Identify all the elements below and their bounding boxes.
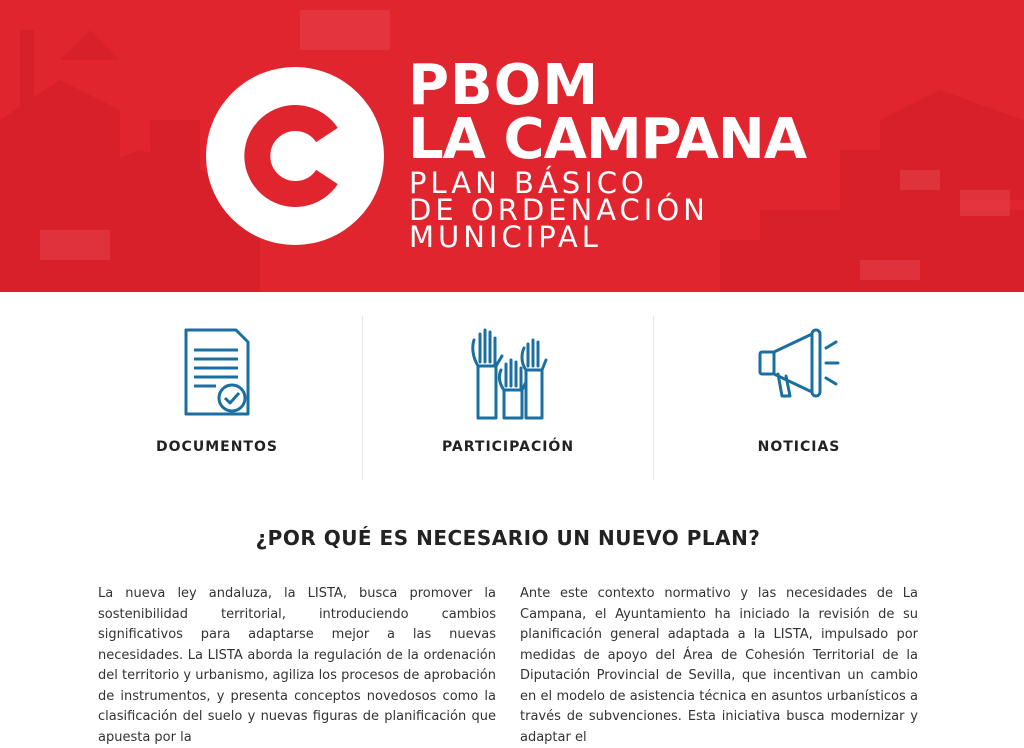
subtitle-line-3: MUNICIPAL: [409, 220, 602, 254]
site-title: [408, 53, 807, 172]
megaphone-icon: [756, 326, 842, 406]
section-title: ¿POR QUÉ ES NECESARIO UN NUEVO PLAN?: [255, 526, 761, 550]
feature-documentos[interactable]: [72, 316, 362, 480]
title-line-1: PBOM: [408, 53, 600, 118]
feature-participacion[interactable]: [362, 316, 653, 480]
paragraph-left: La nueva ley andaluza, la LISTA, busca promover la sostenibilidad territorial, introduciendo cambios significativos para adaptarse mejor a las nuevas necesidades. La LISTA aborda la regulación de la ordenación del territorio y urbanismo, agiliza los procesos de aprobación de instrumentos, y presenta conceptos novedosos como la clasificación del suelo y nuevas figuras de planificación que apuesta por la: [98, 586, 496, 745]
title-line-2: LA CAMPANA: [408, 107, 807, 172]
raised-hands-icon: [468, 326, 548, 420]
document-check-icon: [182, 326, 252, 418]
feature-label-participacion[interactable]: PARTICIPACIÓN: [441, 439, 575, 455]
paragraph-right: Ante este contexto normativo y las necesidades de La Campana, el Ayuntamiento ha iniciado la revisión de su planificación general adaptada a la LISTA, impulsado por medidas de apoyo del Área de Cohesión Territorial de la Diputación Provincial de Sevilla, que incentivan un cambio en el modelo de asistencia técnica en asuntos urbanísticos a través de subvenciones. Esta iniciativa busca modernizar y adaptar el: [520, 586, 918, 745]
feature-links: [72, 316, 944, 480]
feature-label-documentos[interactable]: DOCUMENTOS: [156, 439, 278, 455]
subtitle-line-1: PLAN BÁSICO: [409, 166, 648, 200]
subtitle-line-2: DE ORDENACIÓN: [409, 193, 709, 227]
feature-label-noticias[interactable]: NOTICIAS: [757, 439, 841, 455]
hero-banner: [0, 0, 1024, 292]
site-subtitle: [409, 166, 709, 254]
la-campana-logo-icon: [206, 67, 384, 245]
feature-noticias[interactable]: [653, 316, 944, 480]
